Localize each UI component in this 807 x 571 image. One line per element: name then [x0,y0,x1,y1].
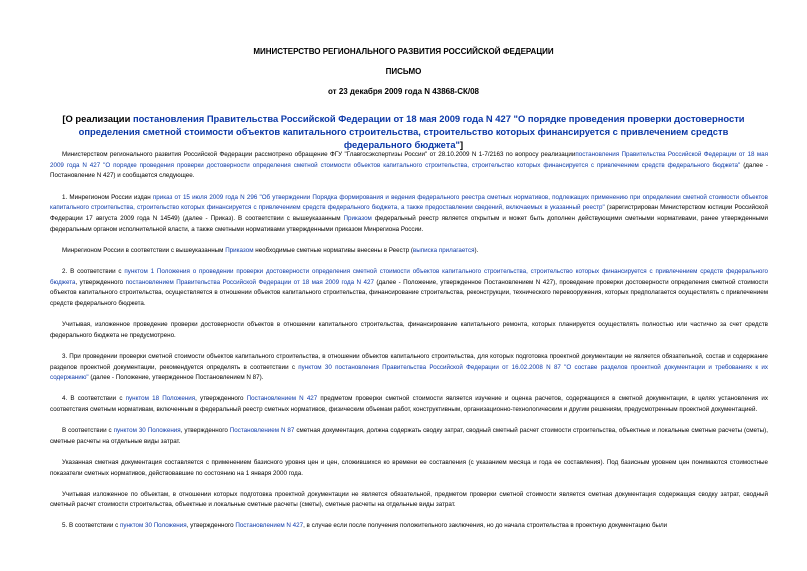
document-link[interactable]: Приказом [225,246,254,254]
paragraph-text: , утвержденного [195,395,247,403]
paragraph-text: , утвержденного [186,522,236,530]
document-link[interactable]: постановлением Правительства Российской Федерации от 18 мая 2009 года N 427 [125,278,374,286]
document-body [50,150,768,543]
paragraph-text: 2. В соответствии с [62,267,125,275]
paragraph [50,394,768,415]
paragraph [50,521,768,532]
paragraph [50,490,768,511]
paragraph-text: (далее - Положение, утвержденное Постановлением N 427), проведение проверки достоверности определения сметной стоимости объектов капитального строительства, осуществляется в отношении объектов капитального строительства, финансирование строительства, реконструкции, технического перевооружения, которых предполагается осуществлять с привлечением средств федерального бюджета. [50,278,769,307]
paragraph-text: Минрегионом России в соответствии с вышеуказанным [62,246,226,254]
paragraph-text: 1. Минрегионом России издан [62,193,153,201]
document-title [50,112,757,151]
paragraph-text: 5. В соответствии с [62,522,120,530]
paragraph [50,320,768,341]
paragraph-text: 4. В соответствии с [62,395,126,403]
document-link[interactable]: Постановлением N 87 [229,427,295,435]
document-date-number: от 23 декабря 2009 года N 43868-СК/08 [327,87,479,96]
paragraph [50,458,768,479]
document-link[interactable]: приказ от 15 июля 2009 года N 296 "Об утверждении Порядка формирования и ведения федерального реестра сметных нормативов, подлежащих применению при определении сметной стоимости объектов капитального строительства, строительство которых финансируется с привлечением средств федерального бюджета, а также предоставлении сведений, включаемых в указанный реестр" [50,193,768,212]
paragraph [50,267,768,310]
paragraph-text: Учитывая, изложенное проведение проверки достоверности объектов в отношении капитального строительства, финансирование капитального ремонта, которых планируется осуществлять полностью или частично за счет средств федерального бюджета не предусмотрено. [50,321,768,339]
paragraph-text: (далее - Положение, утвержденное Постановлением N 87). [88,374,264,382]
document-link[interactable]: постановления Правительства Российской Федерации от 18 мая 2009 года N 427 "О порядке проведения проверки достоверности определения сметной стоимости объектов капитального строительства, строительство которых финансируется с привлечением средств федерального бюджета" [50,151,768,169]
paragraph-text: (зарегистрирован Министерством юстиции Российской Федерации 17 августа 2009 года N 14549) (далее - Приказ). В соответствии с вышеуказанным [50,204,768,222]
document-link[interactable]: выписка прилагается [412,246,475,254]
document-link[interactable]: пунктом 1 Положения о проведении проверки достоверности определения сметной стоимости объектов капитального строительства, строительство которых финансируется с привлечением средств федерального бюджета [50,267,768,286]
document-link[interactable]: Постановлением N 427 [235,522,304,530]
paragraph-text: необходимые сметные нормативы внесены в Реестр ( [253,246,413,254]
paragraph-text: сметная документация, должна содержать сводку затрат, сводный сметный расчет стоимости строительства, объектные и локальные сметные расчеты (сметы), сметные расчеты на отдельные виды затрат. [50,427,768,445]
paragraph-text: , утвержденного [75,278,126,286]
paragraph-text: предметом проверки сметной стоимости является изучение и оценка расчетов, содержащихся в сметной документации, в целях установления их соответствия сметным нормативам, включенным в федеральный реестр сметных нормативов, физическим объемам работ, конструктивным, организационно-технологическим и другим решениям, предусмотренным проектной документацией. [50,395,768,413]
paragraph-text: ). [474,246,479,254]
paragraph-text: федеральный реестр является открытым и может быть дополнен действующими сметными нормативами, ранее утвержденными федеральным органом исполнительной власти, а также сметными нормативами утвержденными приказом Минрегиона России. [50,214,768,233]
paragraph-text: 3. При проведении проверки сметной стоимости объектов капитального строительства, в отношении объектов капитального строительства, для которых подготовка проектной документации не является обязательной, состав и содержание разделов проектной документации, рекомендуется определять в соответствии с [50,352,768,371]
paragraph-text: (далее - Постановление N 427) и сообщается следующее. [50,161,769,180]
paragraph [50,150,768,182]
paragraph-text: , в случае если после получения положительного заключения, но до начала строительства в проектную документацию были [303,522,668,530]
paragraph [50,193,768,236]
paragraph-text: В соответствии с [62,427,114,435]
paragraph-text: Учитывая изложенное по объектам, в отношении которых подготовка проектной документации не является обязательной, предметом проверки сметной стоимости является сметная документация содержащая сводку затрат, сводный сметный расчет стоимости строительства, объектные и локальные сметные расчеты (сметы), сметные расчеты на отдельные виды затрат. [50,490,768,509]
paragraph-text: , утвержденного [180,427,230,435]
paragraph [50,352,768,384]
title-link[interactable]: постановления Правительства Российской Федерации от 18 мая 2009 года N 427 "О порядке проведения проверки достоверности определения сметной стоимости объектов капитального строительства, строительство которых финансируется с привлечением средств федерального бюджета" [78,113,745,150]
title-open: [О реализации [62,113,133,124]
document-link[interactable]: пунктом 30 Положения [119,522,187,530]
document-link[interactable]: Приказом [343,214,372,222]
document-link[interactable]: пунктом 18 Положения [125,395,196,403]
document-link[interactable]: пунктом 30 постановления Правительства Российской Федерации от 16.02.2008 N 87 "О составе разделов проектной документации и требованиях к их содержанию" [50,363,768,382]
ministry-heading: МИНИСТЕРСТВО РЕГИОНАЛЬНОГО РАЗВИТИЯ РОССИЙСКОЙ ФЕДЕРАЦИИ [253,47,554,56]
paragraph-text: Указанная сметная документация составляется с применением базисного уровня цен и цен, сложившихся ко времени ее составления (с указанием месяца и года ее составления). Под базисным уровнем цен понимаются стоимостные показатели сметных нормативов, действовавшие по состоянию на 1 января 2000 года. [50,458,768,477]
paragraph [50,246,768,257]
document-type: ПИСЬМО [385,67,422,76]
document-link[interactable]: пунктом 30 Положения [113,427,181,435]
paragraph [50,426,768,447]
document-link[interactable]: Постановлением N 427 [246,395,318,403]
paragraph-text: Министерством регионального развития Российской Федерации рассмотрено обращение ФГУ "Главгосэкспертизы России" от 28.10.2009 N 1-7/2163 по вопросу реализации [62,151,576,158]
title-close: ] [459,139,464,150]
